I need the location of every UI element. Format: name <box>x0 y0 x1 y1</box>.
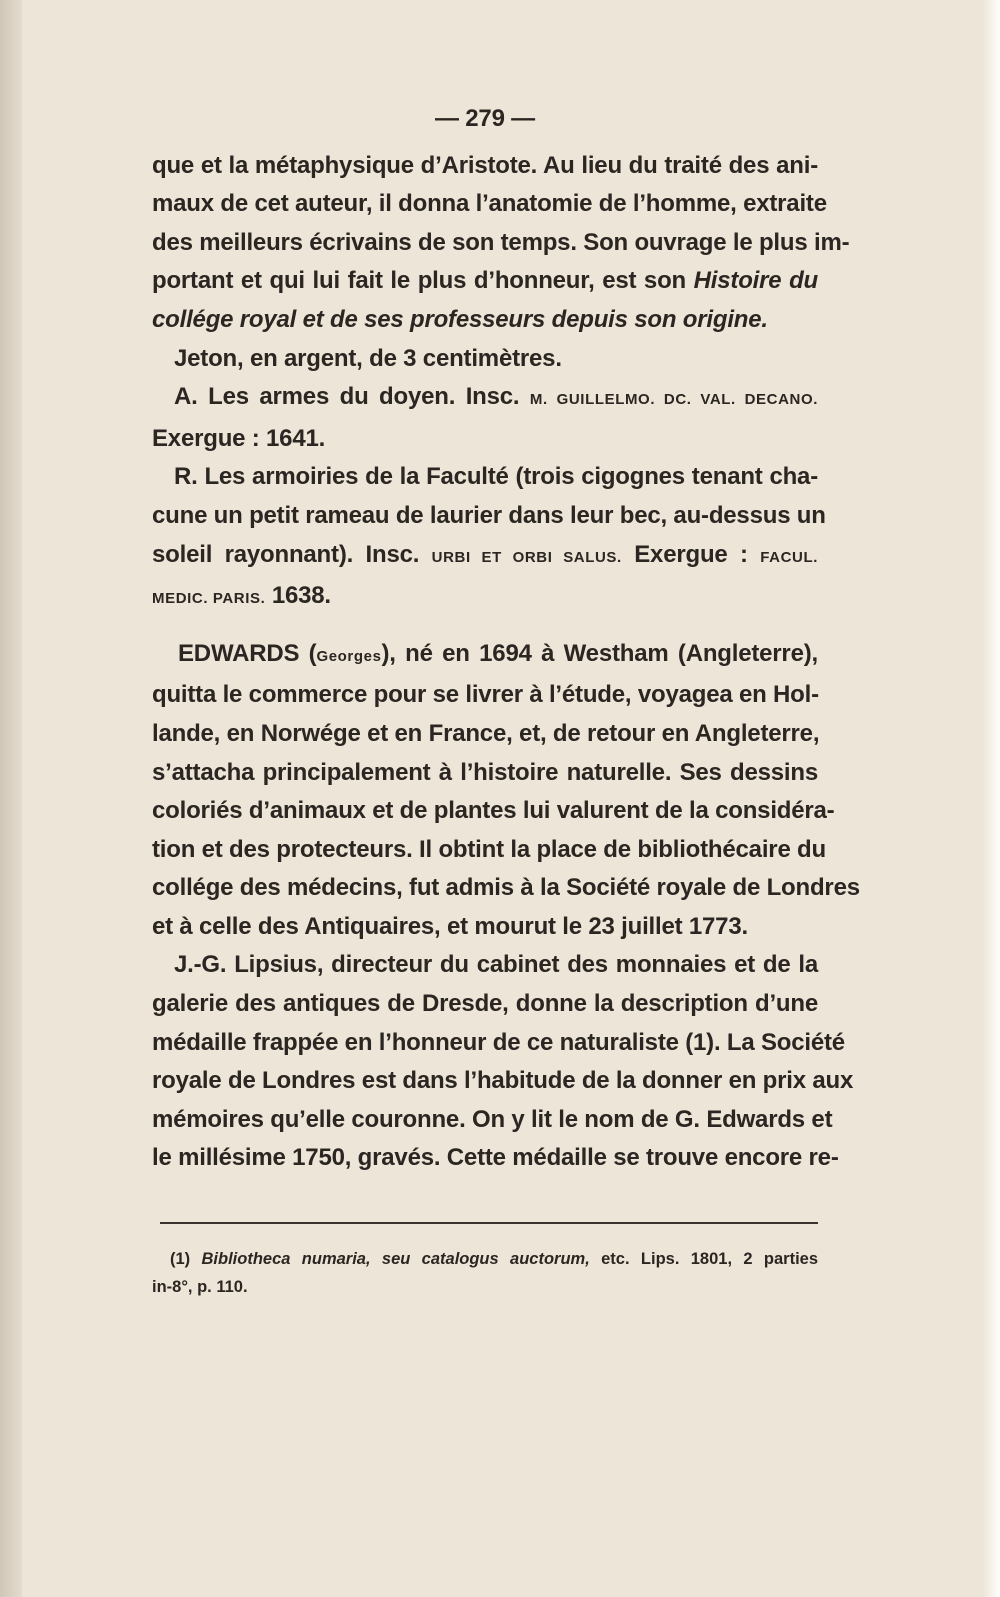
jeton-description: Jeton, en argent, de 3 centimètres. <box>174 344 562 372</box>
paragraph-aristote <box>152 147 850 340</box>
text-fragment: etc. Lips. 1801, 2 parties <box>589 1250 819 1268</box>
text-line: et à celle des Antiquaires, et mourut le 23 juillet 1773. <box>152 912 748 940</box>
footnote-title-italic: Bibliotheca numaria, seu catalogus auctorum, <box>201 1250 590 1268</box>
text-line: le millésime 1750, gravés. Cette médaille se trouve encore re- <box>152 1144 839 1172</box>
paragraph-edwards <box>152 635 860 947</box>
footnote-rule <box>160 1222 818 1224</box>
entry-name: EDWARDS ( <box>178 639 317 667</box>
entry-firstname-smallcaps: Georges <box>316 647 382 665</box>
text-line <box>152 262 818 301</box>
text-line: des meilleurs écrivains de son temps. Son ouvrage le plus im- <box>152 228 850 256</box>
page-body <box>152 100 860 1178</box>
text-line <box>152 536 818 578</box>
footnote-line: in-8°, p. 110. <box>152 1278 248 1296</box>
page-left-edge <box>0 0 22 1597</box>
text-fragment: portant et qui lui fait le plus d’honneur, est son <box>152 267 694 295</box>
text-line: lande, en Norwége et en France, et, de retour en Angleterre, <box>152 719 820 747</box>
text-line: tion et des protecteurs. Il obtint la place de bibliothécaire du <box>152 835 826 863</box>
page-number: — 279 — <box>435 105 535 132</box>
text-line: quitta le commerce pour se livrer à l’étude, voyagea en Hol- <box>152 681 819 709</box>
section-gap <box>152 619 818 635</box>
text-line <box>152 577 818 619</box>
text-line: collége royal et de ses professeurs depuis son origine. <box>152 305 768 333</box>
text-line: que et la métaphysique d’Aristote. Au lieu du traité des ani- <box>152 151 818 179</box>
text-line: mémoires qu’elle couronne. On y lit le nom de G. Edwards et <box>152 1105 833 1133</box>
text-line: maux de cet auteur, il donna l’anatomie de l’homme, extraite <box>152 190 827 218</box>
inscription-smallcaps: M. GUILLELMO. DC. VAL. DECANO. <box>529 391 818 409</box>
text-line: royale de Londres est dans l’habitude de la donner en prix aux <box>152 1067 854 1095</box>
text-line: médaille frappée en l’honneur de ce naturaliste (1). La Société <box>152 1028 845 1056</box>
text-line: coloriés d’animaux et de plantes lui valurent de la considéra- <box>152 797 835 825</box>
avers-line <box>152 378 818 420</box>
footnote-line <box>152 1245 818 1273</box>
text-fragment: A. Les armes du doyen. Insc. <box>174 383 530 411</box>
text-line: J.-G. Lipsius, directeur du cabinet des monnaies et de la <box>174 951 818 979</box>
book-title-italic: Histoire du <box>693 267 818 295</box>
paragraph-lipsius <box>152 946 854 1178</box>
text-line: galerie des antiques de Dresde, donne la description d’une <box>152 990 818 1018</box>
revers-line: R. Les armoiries de la Faculté (trois cigognes tenant cha- <box>174 463 818 491</box>
text-fragment: 1638. <box>265 582 331 610</box>
text-line: s’attacha principalement à l’histoire naturelle. Ses dessins <box>152 758 818 786</box>
inscription-smallcaps: MEDIC. PARIS. <box>152 590 266 608</box>
text-line: cune un petit rameau de laurier dans leur bec, au-dessus un <box>152 501 826 529</box>
exergue-line: Exergue : 1641. <box>152 424 326 452</box>
inscription-smallcaps: FACUL. <box>760 548 818 566</box>
page-right-edge <box>982 0 1000 1597</box>
footnote <box>152 1245 818 1301</box>
text-fragment: Exergue : <box>621 540 761 568</box>
text-fragment: ), né en 1694 à Westham (Angleterre), <box>381 639 818 667</box>
text-line <box>152 635 818 677</box>
footnote-marker: (1) <box>170 1250 202 1268</box>
text-line: collége des médecins, fut admis à la Société royale de Londres <box>152 874 860 902</box>
text-fragment: soleil rayonnant). Insc. <box>152 540 432 568</box>
inscription-smallcaps: URBI ET ORBI SALUS. <box>431 548 622 566</box>
